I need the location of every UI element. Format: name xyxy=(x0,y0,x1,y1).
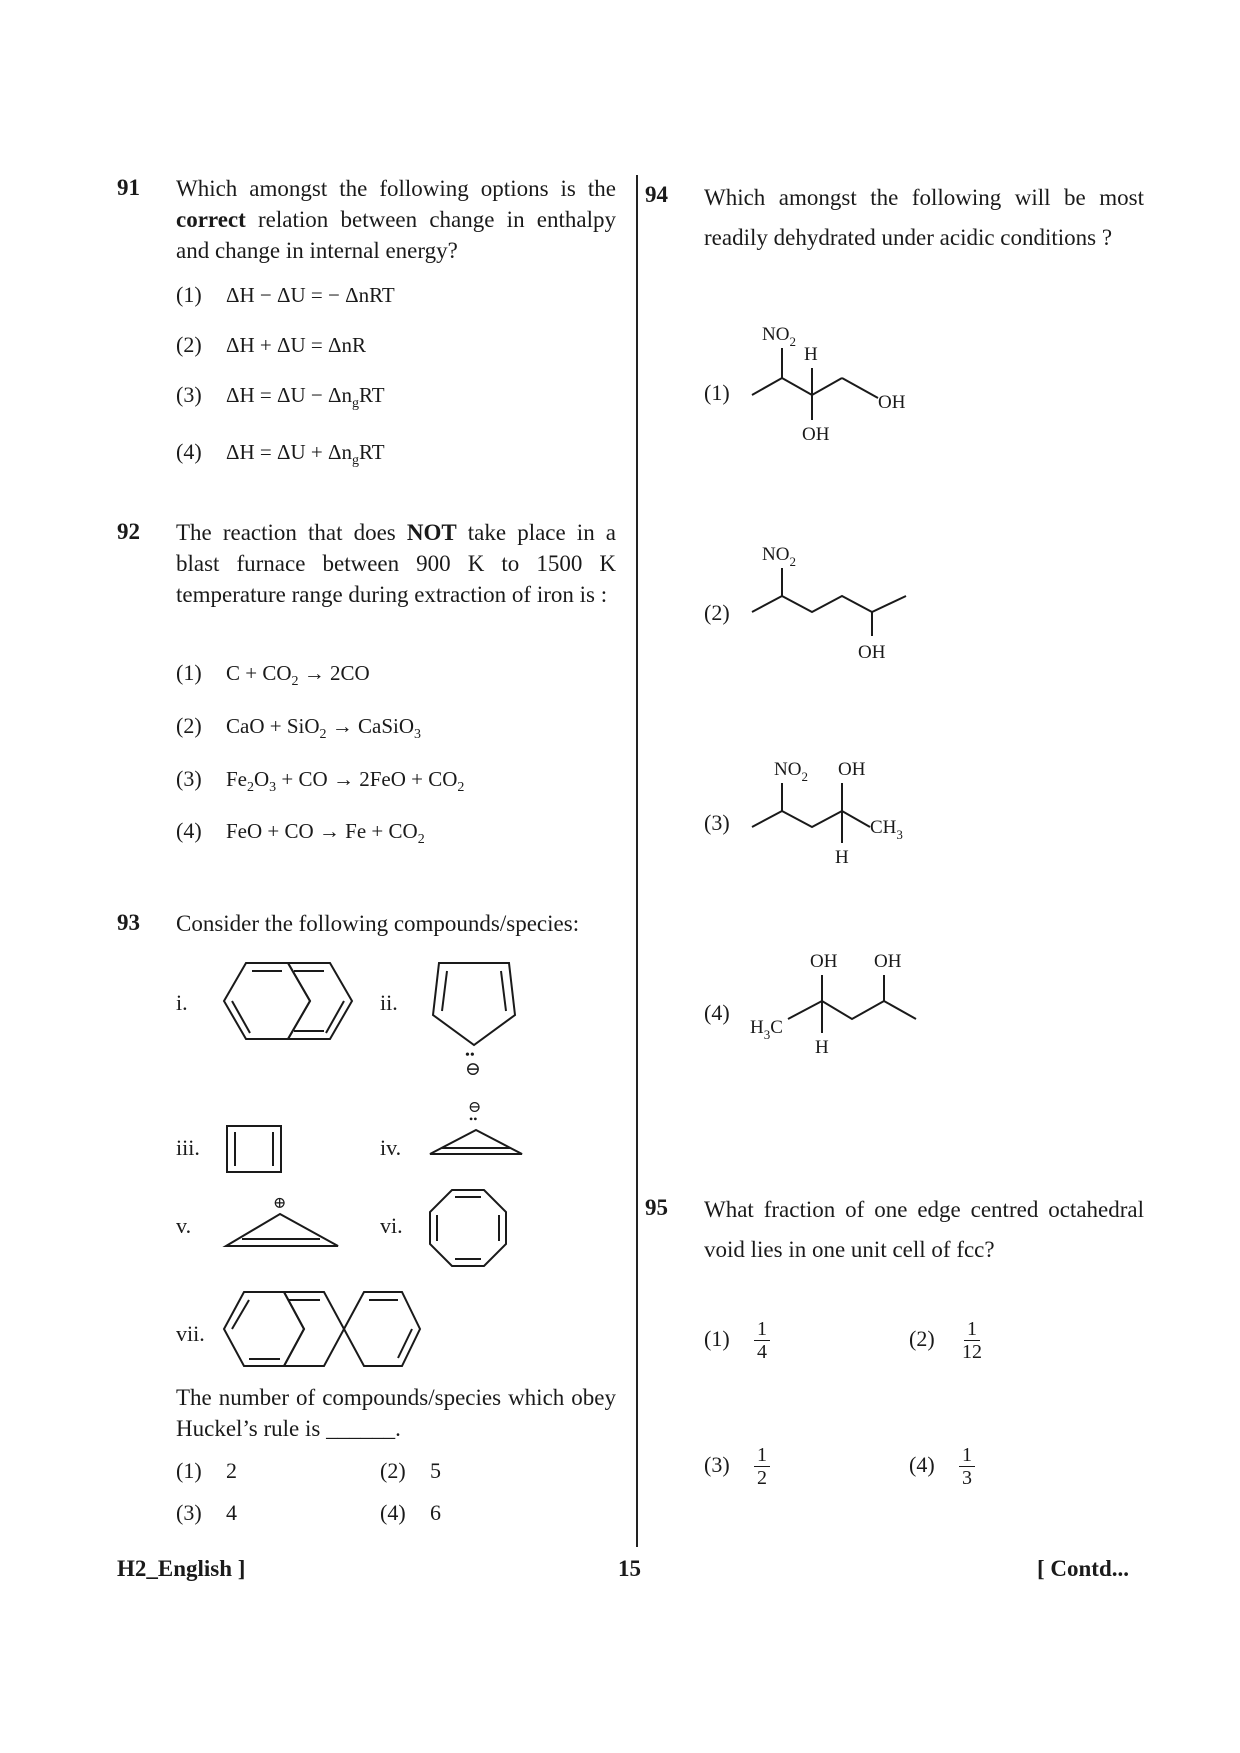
q94-o3-no2 xyxy=(774,759,808,784)
q92-text-part1: The reaction that does xyxy=(176,520,407,545)
q92-option-2-num: (2) xyxy=(176,713,202,738)
q94-option-3-structure xyxy=(750,755,930,875)
q94-o4-oh1: OH xyxy=(810,951,838,972)
q93-label-i: i. xyxy=(176,990,188,1015)
q91-option-2-text: ΔH + ΔU = ΔnR xyxy=(226,333,367,357)
q93-option-3 xyxy=(176,1500,237,1526)
cp-ring xyxy=(433,963,515,1045)
q95-o2-denominator: 12 xyxy=(962,1341,982,1363)
q92-o3-a: Fe xyxy=(226,767,247,791)
q91-option-3-sub: g xyxy=(352,396,360,411)
q93-option-2-value: 5 xyxy=(430,1458,441,1483)
q95-option-3-num: (3) xyxy=(704,1451,730,1477)
q92-o1-a: C + CO xyxy=(226,661,292,685)
q91-option-3-pre: ΔH = ΔU − Δn xyxy=(226,383,353,407)
q91-option-1 xyxy=(176,282,395,308)
q91-option-4-post: RT xyxy=(359,440,385,464)
q94-option-1-num: (1) xyxy=(704,380,730,405)
q95-option-4-fraction xyxy=(959,1444,975,1489)
q91-option-3-post: RT xyxy=(359,383,385,407)
anth-ring-3b xyxy=(344,1292,420,1366)
cyclooctatetraene-structure xyxy=(428,1188,508,1268)
cyclobutadiene-structure xyxy=(225,1122,285,1176)
cpc-ring xyxy=(226,1214,338,1246)
q92-option-3-num: (3) xyxy=(176,766,202,791)
q92-o3-c: O xyxy=(254,767,270,791)
naph-db-2 xyxy=(232,1001,250,1033)
cp-db-1 xyxy=(442,971,447,1011)
q94-o1-chain-1 xyxy=(752,378,842,395)
q94-o3-ch3-sub: 3 xyxy=(896,827,903,842)
q93-label-v: v. xyxy=(176,1213,192,1238)
q94-o1-h: H xyxy=(804,344,818,365)
q94-number: 94 xyxy=(645,182,668,207)
q91-option-2 xyxy=(176,332,366,358)
q92-option-4-num: (4) xyxy=(176,818,202,843)
q92-option-1 xyxy=(176,660,370,689)
q92-o1-b: 2 xyxy=(291,674,299,689)
footer-left: H2_English ] xyxy=(117,1556,246,1581)
q95-option-2 xyxy=(909,1318,985,1363)
q94-o4-oh2: OH xyxy=(874,951,902,972)
q92-o4-a: FeO + CO → Fe + CO xyxy=(226,819,418,843)
q91-text-bold: correct xyxy=(176,207,246,232)
q92-o3-b: 2 xyxy=(247,780,254,795)
cp-lone-pair: •• xyxy=(465,1048,475,1063)
q92-number: 92 xyxy=(117,519,140,544)
q95-o4-denominator: 3 xyxy=(962,1467,972,1489)
q93-label-vi: vi. xyxy=(380,1213,403,1238)
q95-o2-numerator: 1 xyxy=(964,1318,980,1341)
q94-o2-no2-text: NO xyxy=(762,544,790,565)
anthracene-structure xyxy=(222,1286,422,1372)
q95-text: What fraction of one edge centred octahedral void lies in one unit cell of fcc? xyxy=(704,1197,1144,1262)
q92-o3-d: 3 xyxy=(269,780,277,795)
naphthalene-structure xyxy=(220,955,360,1045)
q92-o2-c: → CaSiO xyxy=(326,714,415,738)
q95-number: 95 xyxy=(645,1195,668,1220)
q94-o4-h3c-sub: 3 xyxy=(763,1027,771,1042)
naph-ring-1 xyxy=(224,963,310,1039)
q91-option-1-num: (1) xyxy=(176,282,202,307)
q93-label-iv: iv. xyxy=(380,1135,402,1160)
cpa-lone-pair: •• xyxy=(469,1112,478,1126)
cpa-ring xyxy=(430,1130,522,1154)
q95-option-1 xyxy=(704,1318,770,1363)
q94-o1-no2 xyxy=(762,324,796,349)
q94-o1-no2-text: NO xyxy=(762,324,790,345)
q92-text-bold: NOT xyxy=(406,520,457,545)
column-divider xyxy=(636,175,638,1547)
q91-option-3-num: (3) xyxy=(176,382,202,407)
q94-o4-h3c xyxy=(750,1017,783,1042)
q93-option-3-num: (3) xyxy=(176,1500,202,1525)
q93-option-2 xyxy=(380,1458,441,1484)
q95-option-2-fraction xyxy=(959,1318,985,1363)
q91-text-part1: Which amongst the following options is the xyxy=(176,176,616,201)
q91-option-3 xyxy=(176,382,385,411)
q95-option-1-fraction xyxy=(754,1318,770,1363)
q95-option-4-num: (4) xyxy=(909,1451,935,1477)
q93-number: 93 xyxy=(117,910,140,935)
naph-ring-2 xyxy=(288,963,352,1039)
cpa-minus-charge: ⊖ xyxy=(468,1099,482,1116)
q93-option-1-value: 2 xyxy=(226,1458,237,1483)
footer-right: [ Contd... xyxy=(1037,1556,1130,1581)
q93-option-1-num: (1) xyxy=(176,1458,202,1483)
cyclopropenyl-anion-structure xyxy=(428,1096,528,1156)
q94-option-1-structure xyxy=(750,320,930,450)
q93-option-3-value: 4 xyxy=(226,1500,237,1525)
q95-option-2-num: (2) xyxy=(909,1325,935,1351)
q92-text xyxy=(176,517,616,610)
q91-option-4-sub: g xyxy=(352,453,360,468)
q92-o4-b: 2 xyxy=(417,832,425,847)
q94-o3-h: H xyxy=(835,847,849,868)
q91-option-4-pre: ΔH = ΔU + Δn xyxy=(226,440,353,464)
q94-o2-oh: OH xyxy=(858,642,886,663)
q95-o3-numerator: 1 xyxy=(754,1444,770,1467)
q94-o3-oh: OH xyxy=(838,759,866,780)
q94-o1-oh-right: OH xyxy=(878,392,906,413)
q94-o1-bond-ch2oh xyxy=(842,378,878,398)
q95-option-4 xyxy=(909,1444,975,1489)
cyclopropenyl-cation-structure xyxy=(224,1190,344,1250)
q92-o2-a: CaO + SiO xyxy=(226,714,320,738)
cpc-plus-charge: ⊕ xyxy=(273,1195,287,1212)
q94-o1-no2-sub: 2 xyxy=(789,334,796,349)
q94-o3-no2-text: NO xyxy=(774,759,802,780)
q95-o4-numerator: 1 xyxy=(959,1444,975,1467)
q91-option-1-text: ΔH − ΔU = − ΔnRT xyxy=(226,283,395,307)
q94-option-3-num: (3) xyxy=(704,810,730,835)
q95-option-1-num: (1) xyxy=(704,1325,730,1351)
q93-option-1 xyxy=(176,1458,237,1484)
q91-option-4 xyxy=(176,439,385,468)
q94-o4-h: H xyxy=(815,1037,829,1058)
q93-option-2-num: (2) xyxy=(380,1458,406,1483)
q94-o3-no2-sub: 2 xyxy=(801,769,808,784)
q94-option-4-num: (4) xyxy=(704,1000,730,1025)
q91-option-4-num: (4) xyxy=(176,439,202,464)
q94-option-4-structure xyxy=(750,945,930,1065)
q92-option-2 xyxy=(176,713,422,742)
page-number: 15 xyxy=(618,1556,641,1581)
q93-question-text: The number of compounds/species which obey Huckel’s rule is ______. xyxy=(176,1385,616,1441)
q94-o2-no2 xyxy=(762,544,796,569)
q92-o1-c: → 2CO xyxy=(298,661,370,685)
q93-label-iii: iii. xyxy=(176,1135,200,1160)
q93-option-4-num: (4) xyxy=(380,1500,406,1525)
q95-o3-denominator: 2 xyxy=(757,1467,767,1489)
q91-number: 91 xyxy=(117,175,140,200)
q91-text xyxy=(176,173,616,266)
q91-text-part2: relation between change in enthalpy and change in internal energy? xyxy=(176,207,616,263)
q93-label-ii: ii. xyxy=(380,990,398,1015)
q92-o2-b: 2 xyxy=(319,727,327,742)
q94-o2-chain xyxy=(752,596,906,612)
q94-text: Which amongst the following will be most readily dehydrated under acidic conditions ? xyxy=(704,185,1144,250)
q94-o3-chain xyxy=(752,811,870,827)
cot-ring xyxy=(430,1190,506,1266)
q94-o4-h3c-c: C xyxy=(770,1017,783,1038)
q92-option-4 xyxy=(176,818,425,847)
q95-option-3-fraction xyxy=(754,1444,770,1489)
q94-option-2-num: (2) xyxy=(704,600,730,625)
q92-o3-e: + CO → 2FeO + CO xyxy=(276,767,458,791)
q94-o3-ch3 xyxy=(870,817,903,842)
q94-o1-oh-bottom: OH xyxy=(802,424,830,445)
q93-option-4-value: 6 xyxy=(430,1500,441,1525)
q92-text-part2: take place in a blast furnace between 900 K to 1500 K temperature range during extraction of iron is : xyxy=(176,520,616,607)
q95-o1-numerator: 1 xyxy=(754,1318,770,1341)
q93-label-vii: vii. xyxy=(176,1321,205,1346)
q92-option-3 xyxy=(176,766,465,795)
q91-option-2-num: (2) xyxy=(176,332,202,357)
q93-text: Consider the following compounds/species: xyxy=(176,911,580,936)
cp-minus-charge: ⊖ xyxy=(465,1059,481,1080)
anth-db-1 xyxy=(232,1300,249,1329)
q94-option-2-structure xyxy=(750,540,930,670)
q95-option-3 xyxy=(704,1444,770,1489)
q94-o2-no2-sub: 2 xyxy=(789,554,796,569)
q92-option-1-num: (1) xyxy=(176,660,202,685)
q93-option-4 xyxy=(380,1500,441,1526)
q94-o4-h3c-h: H xyxy=(750,1017,764,1038)
anth-ring-2 xyxy=(284,1292,344,1366)
q94-o3-ch3-text: CH xyxy=(870,817,897,838)
anth-ring-1 xyxy=(224,1292,304,1366)
q94-o4-chain xyxy=(788,1001,916,1019)
naph-db-5 xyxy=(326,1001,344,1033)
q92-o2-d: 3 xyxy=(414,727,422,742)
q92-o3-f: 2 xyxy=(457,780,465,795)
cyclopentadienyl-anion-structure xyxy=(425,955,525,1080)
anth-db-6 xyxy=(398,1329,412,1358)
q95-o1-denominator: 4 xyxy=(757,1341,767,1363)
cp-db-2 xyxy=(501,971,506,1011)
